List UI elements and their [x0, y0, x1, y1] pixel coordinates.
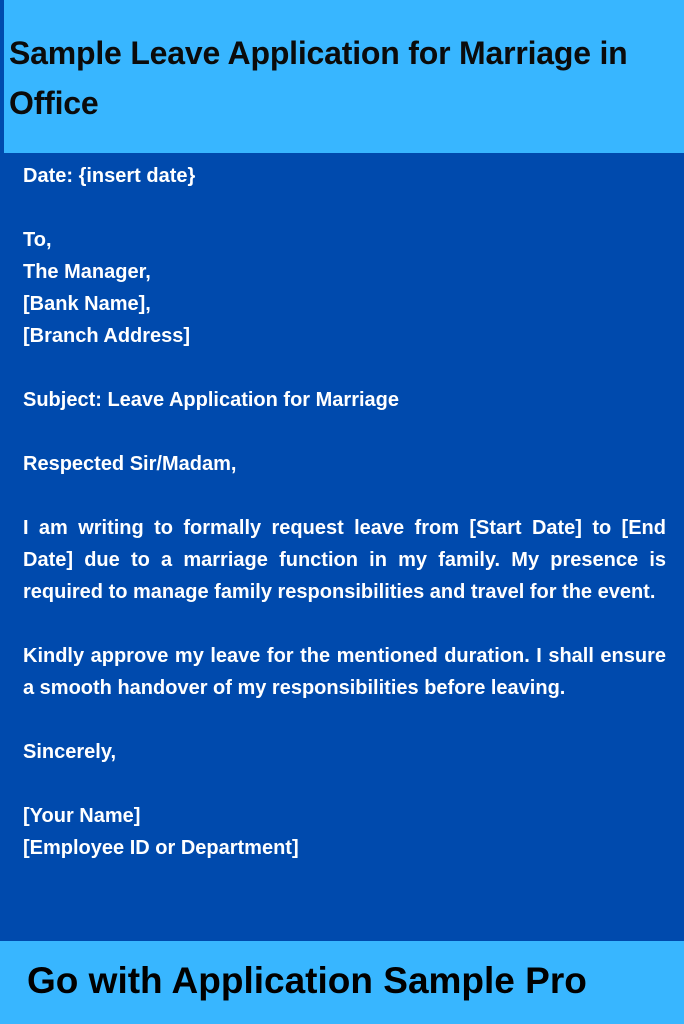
letter-paragraph-2: Kindly approve my leave for the mentioned duration. I shall ensure a smooth handover of my responsibilities before leaving. [23, 645, 666, 699]
letter-date: Date: {insert date} [23, 165, 196, 187]
letter-recipient: The Manager, [23, 261, 151, 283]
letter-bank-name: [Bank Name], [23, 293, 151, 315]
letter-subject: Subject: Leave Application for Marriage [23, 389, 400, 411]
footer-banner [0, 941, 684, 1024]
spacer [23, 192, 666, 224]
spacer [23, 608, 666, 640]
footer-text: Go with Application Sample Pro [27, 960, 587, 1001]
letter-closing: Sincerely, [23, 741, 117, 763]
letter-greeting: Respected Sir/Madam, [23, 453, 237, 475]
spacer [23, 480, 666, 512]
page-title: Sample Leave Application for Marriage in Office [9, 35, 628, 121]
letter-paragraph-1: I am writing to formally request leave from [Start Date] to [End Date] due to a marriage function in my family. My presence is required to manage family responsibilities and travel for the event. [23, 517, 666, 603]
letter-salutation-to: To, [23, 229, 52, 251]
spacer [23, 768, 666, 800]
letter-body [23, 160, 666, 864]
header-banner [0, 0, 684, 153]
spacer [23, 352, 666, 384]
spacer [23, 416, 666, 448]
letter-employee-id: [Employee ID or Department] [23, 837, 299, 859]
letter-your-name: [Your Name] [23, 805, 141, 827]
letter-branch-address: [Branch Address] [23, 325, 191, 347]
spacer [23, 704, 666, 736]
